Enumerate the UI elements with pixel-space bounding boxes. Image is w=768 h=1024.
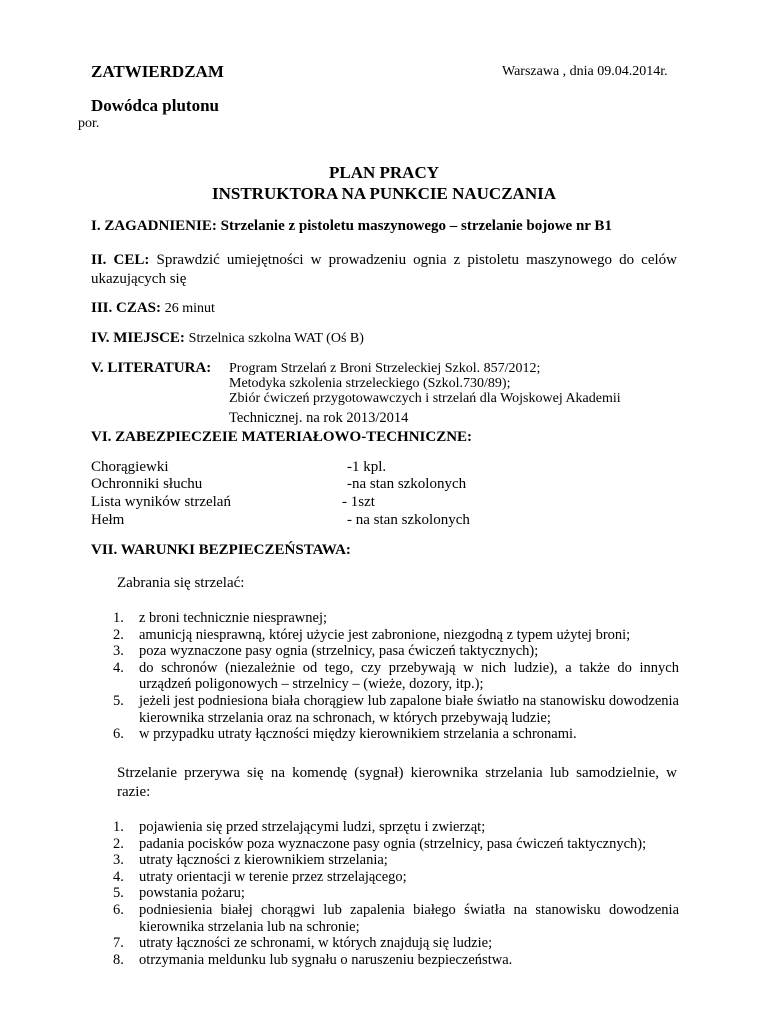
list-text: powstania pożaru;	[139, 885, 245, 902]
literature-label: V. LITERATURA:	[91, 360, 212, 376]
list-text: w przypadku utraty łączności między kierownikiem strzelania a schronami.	[139, 726, 577, 743]
list-item	[113, 726, 679, 743]
list-item	[113, 935, 679, 952]
list-text: utraty orientacji w terenie przez strzelającego;	[139, 868, 407, 885]
commander-title: Dowódca plutonu	[91, 96, 220, 115]
literature-item: Technicznej. na rok 2013/2014	[229, 410, 409, 426]
list-item	[113, 852, 679, 869]
literature-item: Zbiór ćwiczeń przygotowawczych i strzelań dla Wojskowej Akademii	[229, 391, 621, 406]
document-title-line1: PLAN PRACY	[328, 163, 440, 182]
list-number: 4.	[113, 659, 124, 676]
document-title-line2: INSTRUKTORA NA PUNKCIE NAUCZANIA	[212, 184, 556, 203]
list-text: padania pocisków poza wyznaczone pasy ognia (strzelnicy, pasa ćwiczeń taktycznych);	[139, 835, 647, 852]
safety-label: VII. WARUNKI BEZPIECZEŃSTAWA:	[91, 542, 351, 558]
list-item	[113, 660, 679, 693]
interrupt-list	[113, 819, 679, 968]
list-item	[113, 610, 679, 627]
list-item	[113, 885, 679, 902]
list-text: pojawienia się przed strzelającymi ludzi, sprzętu i zwierząt;	[139, 819, 486, 835]
place-value: Strzelnica szkolna WAT (Oś B)	[188, 331, 364, 346]
approval-heading: ZATWIERDZAM	[91, 62, 224, 81]
supply-name: Chorągiewki	[91, 459, 169, 475]
place-date: Warszawa , dnia 09.04.2014r.	[502, 64, 668, 79]
list-number: 5.	[113, 885, 124, 902]
list-item	[113, 627, 679, 644]
forbidden-list	[113, 610, 679, 743]
supplies-label: VI. ZABEZPIECZEIE MATERIAŁOWO-TECHNICZNE:	[91, 429, 473, 445]
list-item	[113, 836, 679, 853]
supply-qty: - 1szt	[342, 494, 375, 510]
list-number: 3.	[113, 643, 124, 660]
topic-label: I. ZAGADNIENIE	[91, 218, 212, 234]
supply-qty: - na stan szkolonych	[347, 512, 470, 528]
time-label: III. CZAS:	[91, 300, 162, 316]
topic-row	[91, 218, 612, 235]
list-item	[113, 819, 679, 836]
list-number: 1.	[113, 819, 124, 835]
list-number: 6.	[113, 726, 124, 743]
list-text: amunicją niesprawną, której użycie jest zabronione, niezgodną z typem użytej broni;	[139, 626, 631, 643]
list-item	[113, 902, 679, 935]
interrupt-intro: Strzelanie przerywa się na komendę (sygnał) kierownika strzelania lub samodzielnie, w razie:	[117, 765, 677, 800]
list-number: 2.	[113, 835, 124, 852]
supply-qty: -1 kpl.	[347, 459, 387, 475]
list-text: do schronów (niezależnie od tego, czy przebywają w nich ludzie), a także do innych urządzeń poligonowych – strzelnicy – (wieże, dozory, itp.);	[139, 659, 679, 693]
forbidden-intro: Zabrania się strzelać:	[117, 575, 245, 591]
list-text: jeżeli jest podniesiona biała chorągiew lub zapalone białe światło na stanowisku dowodzenia kierownika strzelania oraz na schronach, w których przebywają ludzie;	[139, 692, 679, 726]
list-number: 6.	[113, 901, 124, 918]
list-text: poza wyznaczone pasy ognia (strzelnicy, pasa ćwiczeń taktycznych);	[139, 643, 539, 660]
list-item	[113, 952, 679, 969]
goal-value: Sprawdzić umiejętności w prowadzeniu ognia z pistoletu maszynowego do celów ukazujących się	[91, 252, 677, 287]
list-text: utraty łączności ze schronami, w których znajdują się ludzie;	[139, 935, 493, 952]
list-text: otrzymania meldunku lub sygnału o naruszeniu bezpieczeństwa.	[139, 951, 513, 968]
supply-name: Lista wyników strzelań	[91, 494, 231, 510]
list-number: 8.	[113, 951, 124, 968]
list-number: 3.	[113, 852, 124, 869]
goal-label: II. CEL:	[91, 252, 150, 268]
literature-item: Metodyka szkolenia strzeleckiego (Szkol.730/89);	[229, 376, 511, 391]
list-item	[113, 869, 679, 886]
list-number: 7.	[113, 935, 124, 952]
list-item	[113, 643, 679, 660]
place-label: IV. MIEJSCE:	[91, 330, 185, 346]
list-item	[113, 693, 679, 726]
list-number: 4.	[113, 868, 124, 885]
place-row	[91, 330, 364, 347]
supply-name: Hełm	[91, 512, 125, 528]
literature-item: Program Strzelań z Broni Strzeleckiej Szkol. 857/2012;	[229, 361, 541, 376]
commander-rank: por.	[78, 116, 100, 131]
topic-value: : Strzelanie z pistoletu maszynowego – strzelanie bojowe nr B1	[211, 218, 612, 234]
list-number: 5.	[113, 692, 124, 709]
list-text: podniesienia białej chorągwi lub zapalenia białego światła na stanowisku dowodzenia kierownika strzelania lub na schronie;	[139, 901, 679, 935]
list-text: utraty łączności z kierownikiem strzelania;	[139, 852, 388, 869]
time-row	[91, 300, 215, 317]
time-value: 26 minut	[164, 301, 215, 316]
supply-qty: -na stan szkolonych	[347, 476, 467, 492]
goal-paragraph	[91, 251, 677, 289]
list-number: 2.	[113, 626, 124, 643]
supply-name: Ochronniki słuchu	[91, 476, 203, 492]
list-number: 1.	[113, 610, 124, 626]
list-text: z broni technicznie niesprawnej;	[139, 610, 328, 626]
